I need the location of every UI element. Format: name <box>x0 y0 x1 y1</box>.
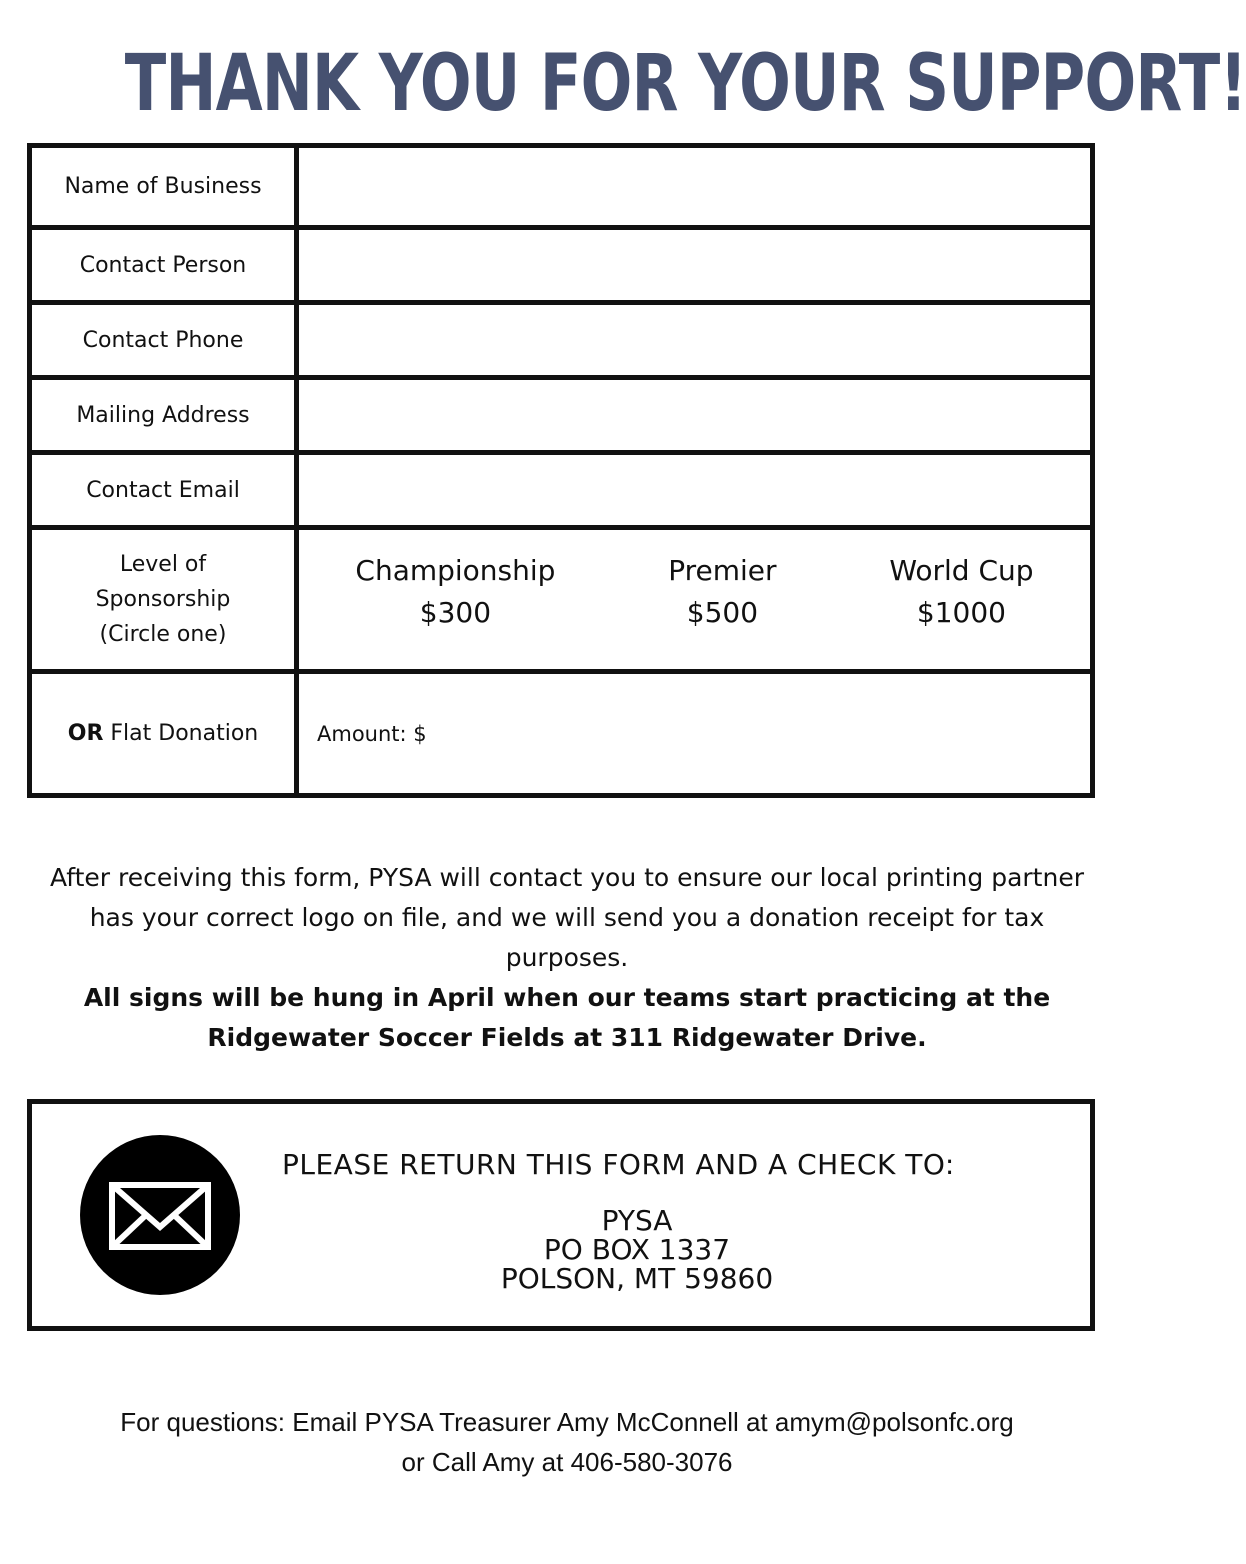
table-row <box>30 672 1093 796</box>
field-label-contact-person: Contact Person <box>30 228 297 303</box>
table-row <box>30 453 1093 528</box>
level-price: $1000 <box>916 596 1006 629</box>
field-label-business: Name of Business <box>30 146 297 228</box>
field-label-phone: Contact Phone <box>30 303 297 378</box>
level-option-premier[interactable] <box>668 550 776 634</box>
level-option-championship[interactable] <box>355 550 555 634</box>
donation-or: OR <box>67 721 104 746</box>
contact-person-field[interactable] <box>297 228 1093 303</box>
level-label-line: Sponsorship <box>95 587 231 612</box>
field-label-email: Contact Email <box>30 453 297 528</box>
address-line: PO BOX 1337 <box>543 1233 731 1266</box>
envelope-icon <box>80 1135 240 1295</box>
info-paragraph: After receiving this form, PYSA will contact you to ensure our local printing partner has your correct logo on file, and we will send you a donation receipt for tax purposes. <box>50 863 1084 972</box>
return-address <box>362 1206 912 1293</box>
return-address-box <box>27 1099 1095 1331</box>
donation-label: Flat Donation <box>103 721 259 746</box>
level-label-line: Level of <box>119 552 207 577</box>
footer-contact <box>0 1402 1134 1482</box>
return-heading: PLEASE RETURN THIS FORM AND A CHECK TO: <box>282 1148 955 1181</box>
level-name: World Cup <box>889 554 1034 587</box>
level-name: Premier <box>668 554 777 587</box>
footer-line: For questions: Email PYSA Treasurer Amy McConnell at amym@polsonfc.org <box>120 1407 1014 1437</box>
level-price: $300 <box>419 596 492 629</box>
sponsor-form-table <box>27 143 1095 798</box>
table-row <box>30 303 1093 378</box>
business-name-field[interactable] <box>297 146 1093 228</box>
table-row <box>30 146 1093 228</box>
sponsorship-options <box>297 528 1093 672</box>
mailing-address-field[interactable] <box>297 378 1093 453</box>
table-row <box>30 528 1093 672</box>
page-title: THANK YOU FOR YOUR SUPPORT! <box>124 39 1246 129</box>
address-line: POLSON, MT 59860 <box>500 1262 774 1295</box>
field-label-address: Mailing Address <box>30 378 297 453</box>
contact-email-field[interactable] <box>297 453 1093 528</box>
amount-label: Amount: $ <box>317 721 427 746</box>
info-bold-paragraph: All signs will be hung in April when our teams start practicing at the Ridgewater Soccer Fields at 311 Ridgewater Drive. <box>83 983 1051 1052</box>
footer-line: or Call Amy at 406-580-3076 <box>401 1447 733 1477</box>
level-label-line: (Circle one) <box>99 622 227 647</box>
level-option-world-cup[interactable] <box>889 550 1033 634</box>
field-label-sponsorship <box>30 528 297 672</box>
contact-phone-field[interactable] <box>297 303 1093 378</box>
level-name: Championship <box>355 554 556 587</box>
table-row <box>30 378 1093 453</box>
field-label-donation <box>30 672 297 796</box>
level-price: $500 <box>686 596 759 629</box>
donation-amount-field[interactable] <box>297 672 1093 796</box>
info-text <box>40 858 1094 1058</box>
table-row <box>30 228 1093 303</box>
address-line: PYSA <box>601 1204 673 1237</box>
